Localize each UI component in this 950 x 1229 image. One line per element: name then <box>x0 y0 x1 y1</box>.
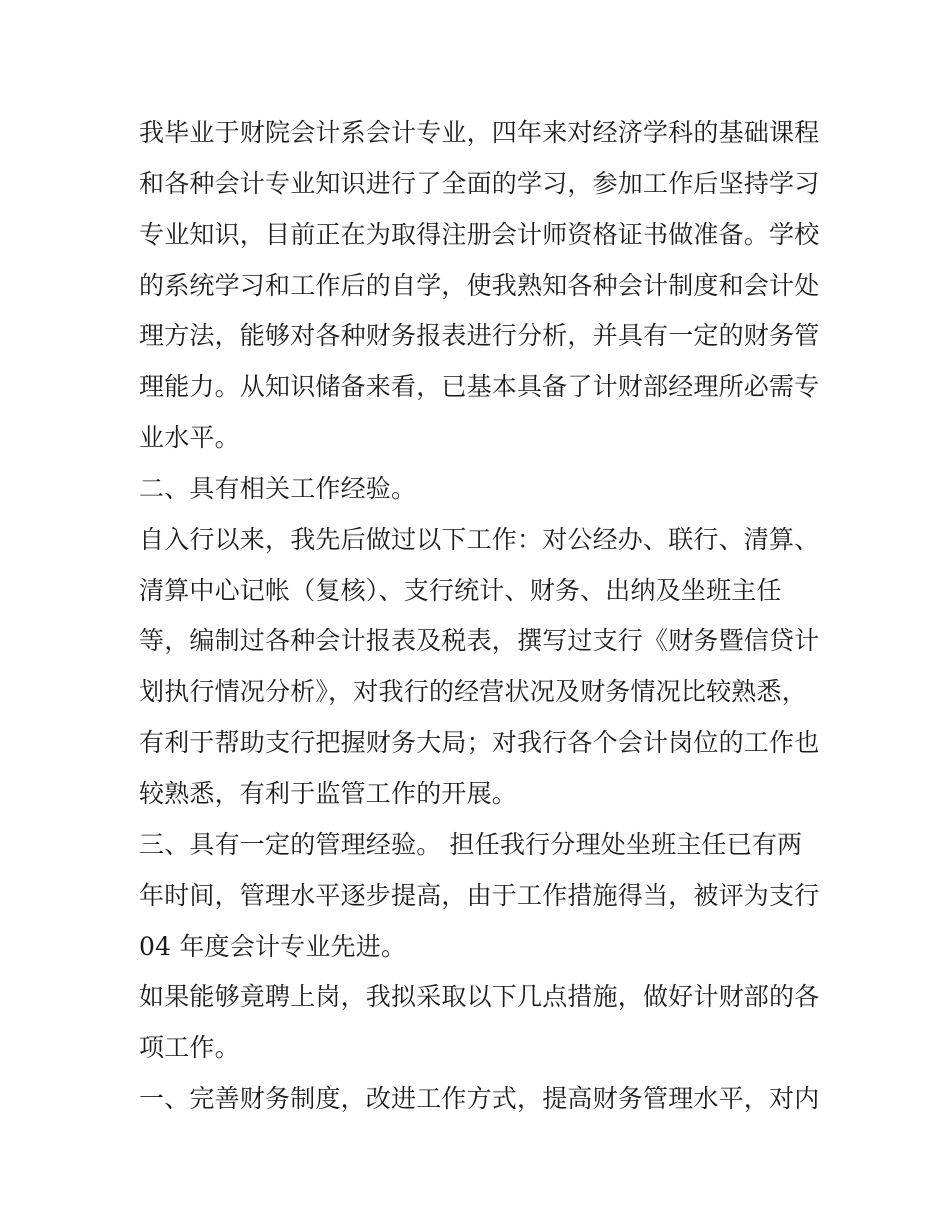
measure-heading-1: 一、完善财务制度，改进工作方式，提高财务管理水平，对内 <box>139 1084 820 1114</box>
text-line-13: 有利于帮助支行把握财务大局；对我行各个会计岗位的工作也 <box>139 728 820 758</box>
section-heading-3: 三、具有一定的管理经验。 担任我行分理处坐班主任已有两 <box>139 829 803 859</box>
text-line-9: 自入行以来，我先后做过以下工作：对公经办、联行、清算、 <box>139 524 820 554</box>
text-line-2: 和各种会计专业知识进行了全面的学习，参加工作后坚持学习 <box>139 168 820 198</box>
text-line-18: 如果能够竟聘上岗，我拟采取以下几点措施，做好计财部的各 <box>139 982 820 1012</box>
body-text <box>139 108 819 1125</box>
text-line-3: 专业知识，目前正在为取得注册会计师资格证书做准备。学校 <box>139 219 820 249</box>
text-line-19: 项工作。 <box>139 1033 240 1063</box>
text-line-5: 理方法，能够对各种财务报表进行分析，并具有一定的财务管 <box>139 321 820 351</box>
text-line-7: 业水平。 <box>139 423 240 453</box>
text-line-11: 等，编制过各种会计报表及税表，撰写过支行《财务暨信贷计 <box>139 626 820 656</box>
text-line-12: 划执行情况分析》，对我行的经营状况及财务情况比较熟悉， <box>139 677 807 707</box>
text-line-14: 较熟悉，有利于监管工作的开展。 <box>139 778 518 808</box>
text-line-1: 我毕业于财院会计系会计专业，四年来对经济学科的基础课程 <box>139 118 820 147</box>
text-line-4: 的系统学习和工作后的自学，使我熟知各种会计制度和会计处 <box>139 270 820 300</box>
text-line-16: 年时间，管理水平逐步提高，由于工作措施得当，被评为支行 <box>139 880 820 910</box>
section-heading-2: 二、具有相关工作经验。 <box>139 473 417 503</box>
text-line-10: 清算中心记帐（复核）、支行统计、财务、出纳及坐班主任 <box>139 575 782 605</box>
text-line-6: 理能力。从知识储备来看，已基本具备了计财部经理所必需专 <box>139 372 820 402</box>
text-line-17: 04 年度会计专业先进。 <box>139 931 407 961</box>
